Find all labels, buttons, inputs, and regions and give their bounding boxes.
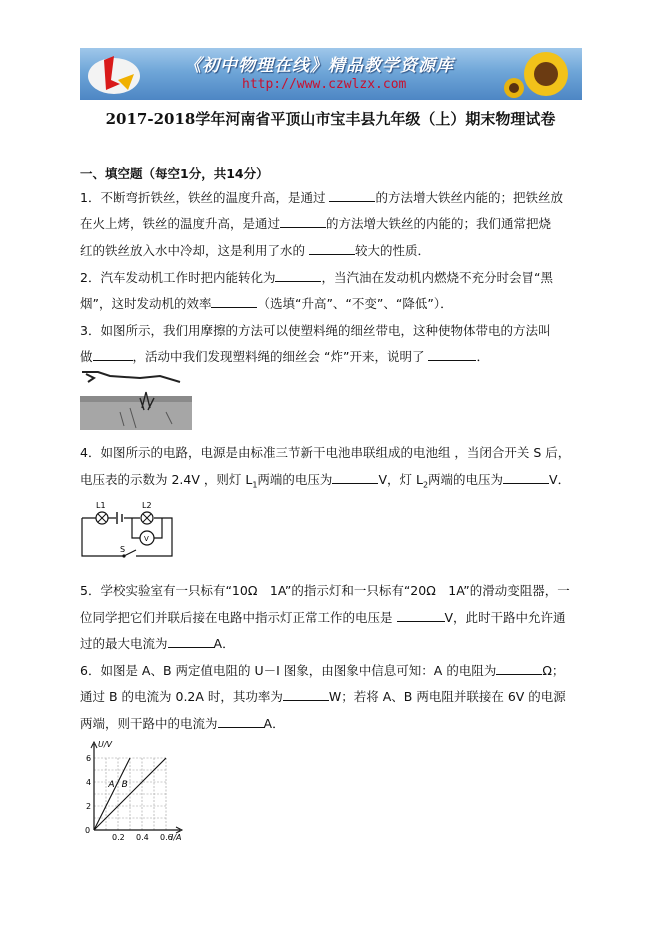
q2-line1: 2．汽车发动机工作时把内能转化为 ，当汽油在发动机内燃烧不充分时会冒“黑 [80, 270, 553, 285]
q2-line2: 烟”，这时发动机的效率 （选填“升高”、“不变”、“降低”）． [80, 296, 453, 311]
answer-blank[interactable] [283, 688, 329, 701]
answer-blank[interactable] [496, 662, 542, 675]
x-tick-label: 0.6 [160, 833, 173, 842]
x-axis-label: I/A [171, 833, 182, 842]
x-tick-label: 0.2 [112, 833, 125, 842]
circuit-diagram [78, 498, 178, 560]
q3-line2: 做 ，活动中我们发现塑料绳的细丝会 “炸”开来，说明了 ． [80, 349, 489, 364]
answer-blank[interactable] [309, 242, 355, 255]
q5-line1: 5．学校实验室有一只标有“10Ω 1A”的指示灯和一只标有“20Ω 1A”的滑动变阻器，一 [80, 583, 570, 598]
answer-blank[interactable] [93, 348, 133, 361]
answer-blank[interactable] [397, 609, 445, 622]
answer-blank[interactable] [275, 269, 321, 282]
y-tick-label: 6 [86, 754, 92, 763]
q4-line2: 电压表的示数为 2.4V ，则灯 $L_1$两端的电压为 V，灯 $L_2$两端的电压为 V． [80, 472, 571, 490]
banner-url: http://www.czwlzx.com [242, 77, 407, 92]
label-voltmeter: V [144, 535, 149, 543]
answer-blank[interactable] [218, 715, 264, 728]
q4-line1: 4．如图所示的电路，电源是由标准三节新干电池串联组成的电池组 ，当闭合开关 S 后， [80, 445, 571, 460]
friction-photo [80, 368, 192, 430]
answer-blank[interactable] [329, 189, 375, 202]
answer-blank[interactable] [428, 348, 476, 361]
q1-line3: 红的铁丝放入水中冷却，这是利用了水的 较大的性质． [80, 243, 431, 258]
y-axis-label: U/V [98, 740, 113, 749]
q5-line2: 位同学把它们并联后接在电路中指示灯正常工作的电压是 V，此时干路中允许通 [80, 610, 566, 625]
page-title: 2017-2018学年河南省平顶山市宝丰县九年级（上）期末物理试卷 [105, 110, 556, 128]
ui-graph [76, 738, 192, 842]
q5-line3: 过的最大电流为 A． [80, 636, 235, 651]
x-tick-label: 0 [85, 826, 91, 835]
switch-icon [124, 550, 136, 556]
q1-line2: 在火上烤，铁丝的温度升高，是通过 的方法增大铁丝的内能的；我们通常把烧 [80, 216, 552, 231]
banner-title: 《初中物理在线》精品教学资源库 [184, 56, 454, 76]
sunflower-icon [498, 48, 582, 100]
q6-line2: 通过 B 的电流为 0.2A 时，其功率为 W；若将 A、B 两电阻并联接在 6V 的电源 [80, 689, 566, 704]
label-l1: L1 [96, 501, 106, 510]
answer-blank[interactable] [332, 471, 378, 484]
q6-line3: 两端，则干路中的电流为 A． [80, 716, 285, 731]
label-l2: L2 [142, 501, 152, 510]
header-banner [80, 48, 582, 100]
y-tick-label: 4 [86, 778, 92, 787]
answer-blank[interactable] [503, 471, 549, 484]
q3-line1: 3．如图所示，我们用摩擦的方法可以使塑料绳的细丝带电，这种使物体带电的方法叫 [80, 323, 551, 338]
section-heading: 一、填空题（每空1分，共14分） [80, 166, 269, 181]
answer-blank[interactable] [211, 295, 257, 308]
x-tick-label: 0.4 [136, 833, 149, 842]
answer-blank[interactable] [280, 215, 326, 228]
answer-blank[interactable] [168, 635, 214, 648]
q1-line1: 1．不断弯折铁丝，铁丝的温度升高，是通过 的方法增大铁丝内能的；把铁丝放 [80, 190, 563, 205]
q6-line1: 6．如图是 A、B 两定值电阻的 U－I 图象，由图象中信息可知：A 的电阻为 Ω； [80, 663, 565, 678]
y-tick-label: 2 [86, 802, 92, 811]
series-label-A: A [108, 779, 115, 790]
series-label-B: B [121, 779, 128, 790]
label-switch: S [120, 545, 126, 554]
logo-icon [84, 50, 144, 98]
